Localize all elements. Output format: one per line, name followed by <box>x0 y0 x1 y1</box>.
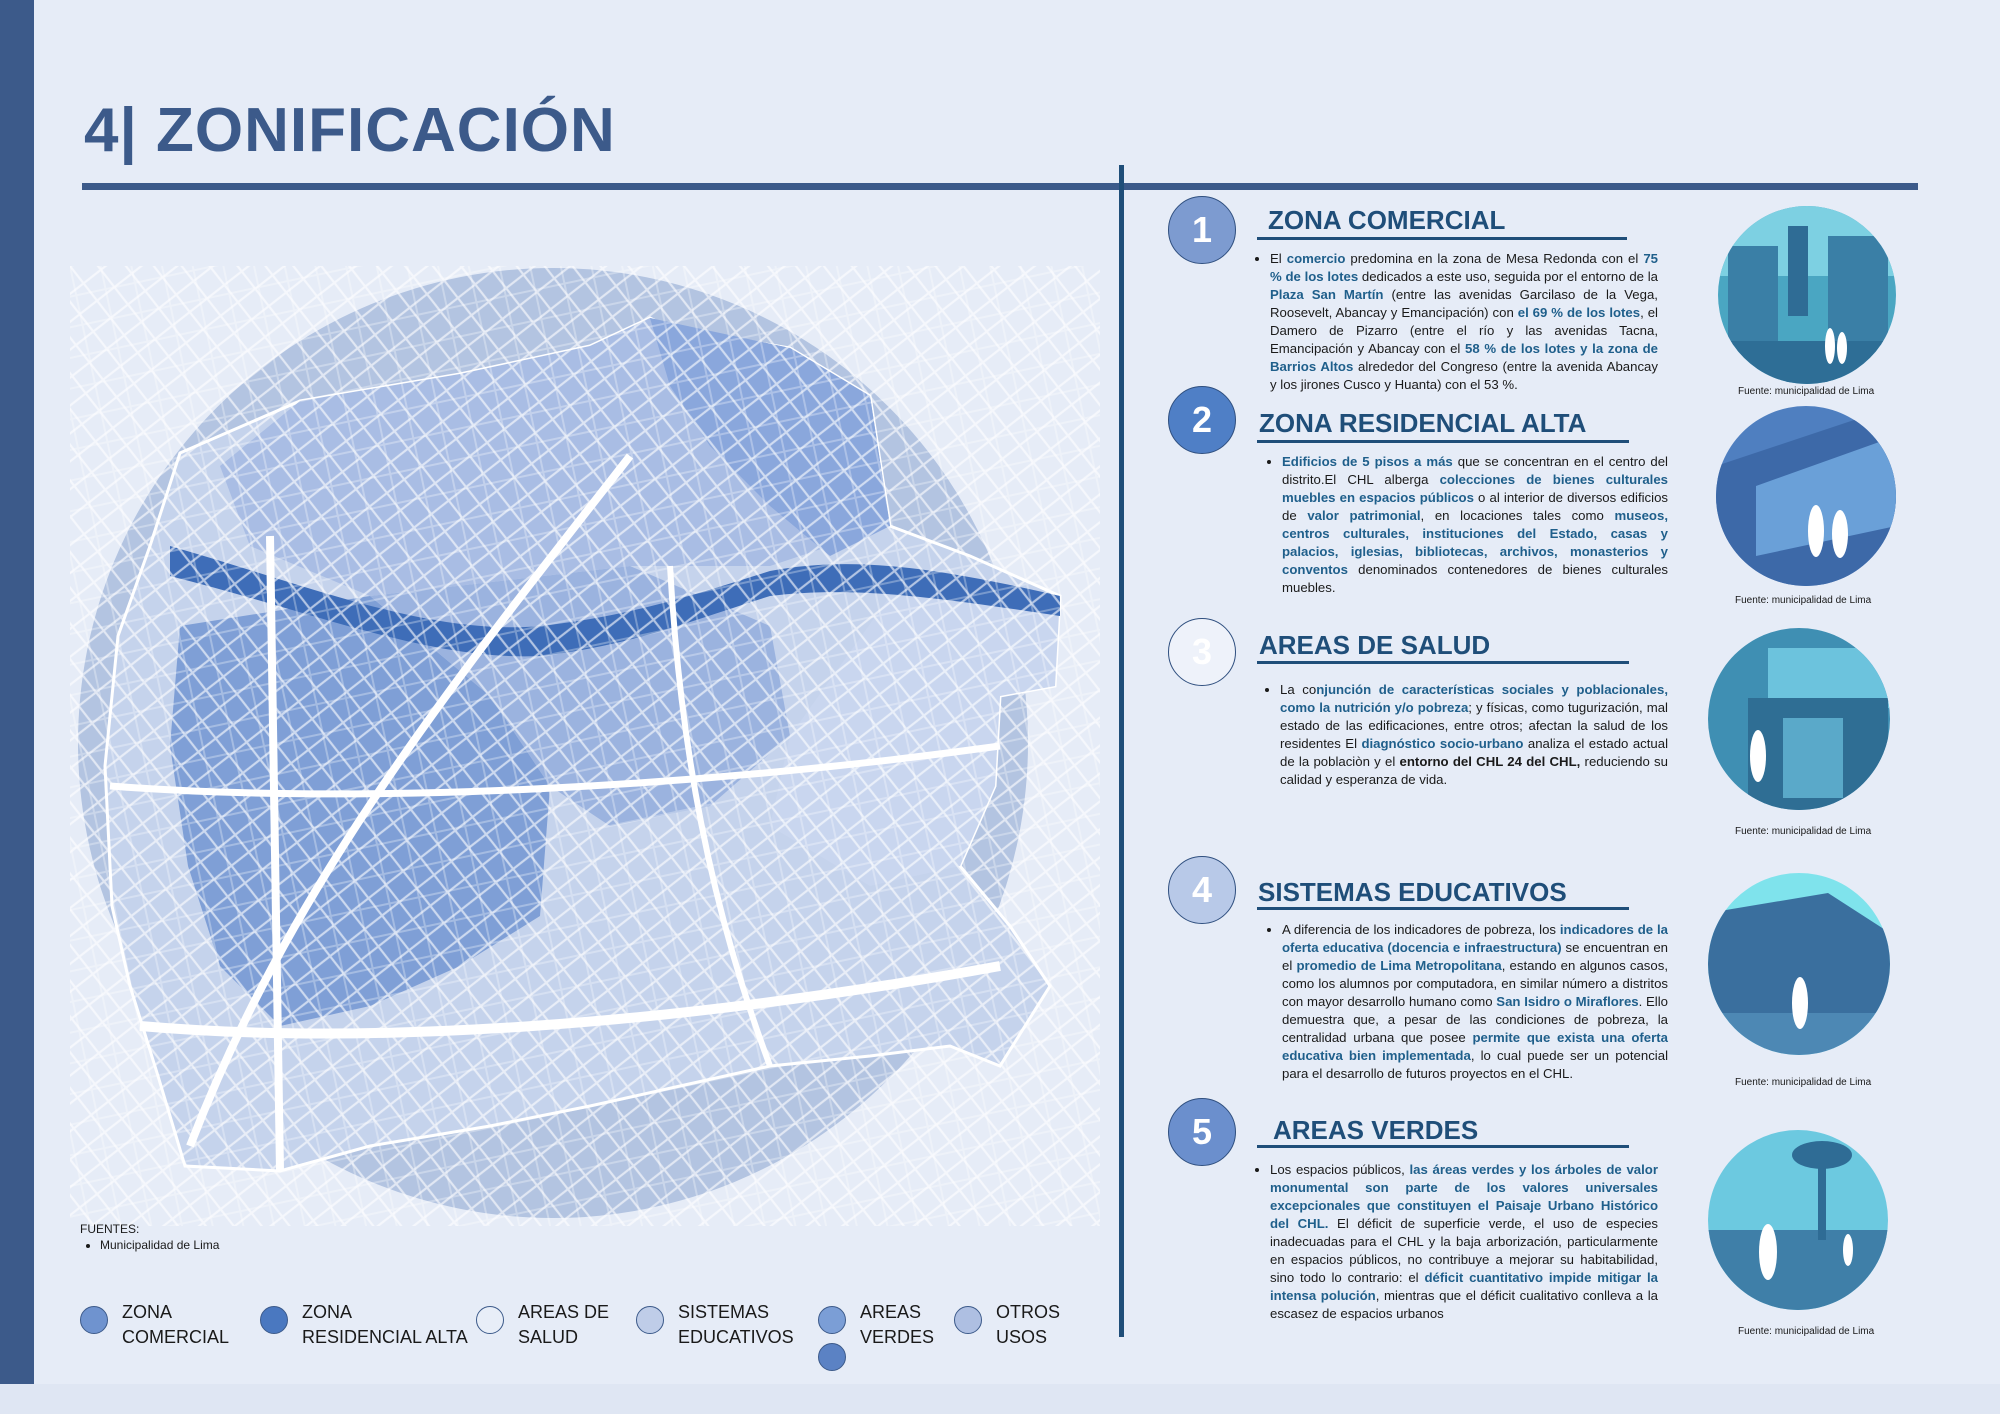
text-run: comercio <box>1286 251 1346 266</box>
section-body-list <box>1256 250 1658 394</box>
text-run: el 69 % de los lotes <box>1517 305 1641 320</box>
legend-item-other <box>954 1300 1060 1350</box>
section-title-health: AREAS DE SALUD <box>1259 630 1491 660</box>
text-run: diagnóstico socio-urbano <box>1361 736 1524 751</box>
legend-label: ZONA RESIDENCIAL ALTA <box>302 1302 468 1347</box>
text-run: analiza el estado actual de la poblaciòn y el <box>1280 736 1669 769</box>
legend-label: AREAS VERDES <box>860 1302 935 1347</box>
text-run: promedio de Lima Metropolitana <box>1296 958 1502 973</box>
text-run: , mientras que el déficit cualitativo conlleva a la escasez de espacios urbanos <box>1270 1288 1658 1321</box>
legend-swatch <box>476 1306 504 1334</box>
photo-caption: Fuente: municipalidad de Lima <box>1735 1077 1872 1088</box>
text-run: predomina en la zona de Mesa Redonda con el <box>1345 251 1644 266</box>
photo-education <box>1708 873 1890 1055</box>
section-body-list <box>1256 1161 1658 1323</box>
photo-health <box>1708 628 1890 810</box>
section-title-underline <box>1257 237 1627 240</box>
text-run: las áreas verdes y los árboles de valor monumental son parte de los valores universales excepcionales que constituyen el Paisaje Urbano Histórico del CHL. <box>1270 1162 1658 1231</box>
text-run: njunción de características sociales y poblacionales, como la nutrición y/o pobreza <box>1280 682 1668 715</box>
text-run: 75 % de los lotes <box>1270 251 1659 284</box>
photo-residential <box>1716 406 1896 586</box>
section-title-education: SISTEMAS EDUCATIVOS <box>1258 877 1567 907</box>
legend-swatch <box>260 1306 288 1334</box>
legend-item-residential <box>260 1300 468 1350</box>
section-body-list <box>1266 681 1668 789</box>
section-number-badge: 1 <box>1168 196 1236 264</box>
text-run: reduciendo su calidad y esperanza de vida. <box>1280 754 1668 787</box>
text-run: . Ello demuestra que, a pesar de las condiciones de pobreza, la centralidad urbana que posee <box>1282 994 1668 1045</box>
text-run: Plaza San Martín <box>1270 287 1384 302</box>
section-title-underline <box>1257 661 1629 664</box>
section-number-badge: 5 <box>1168 1098 1236 1166</box>
section-body-item <box>1282 453 1668 597</box>
text-run: colecciones de bienes culturales muebles en espacios públicos <box>1282 472 1668 505</box>
section-body-education <box>1268 921 1668 1083</box>
text-run: , estando en algunos casos, como los alumnos por computadora, en similar número a distritos con mayor desarrollo humano como <box>1282 958 1668 1009</box>
photo-caption: Fuente: municipalidad de Lima <box>1735 826 1872 837</box>
photo-commercial <box>1718 206 1896 384</box>
section-body-item <box>1270 250 1658 394</box>
legend-label: SISTEMAS EDUCATIVOS <box>678 1302 794 1347</box>
section-title-commercial: ZONA COMERCIAL <box>1268 205 1506 235</box>
text-run: permite que exista una oferta educativa bien implementada <box>1282 1030 1669 1063</box>
side-accent-bar <box>0 0 34 1384</box>
text-run: museos, centros culturales, instituciones del Estado, casas y palacios, iglesias, bibliotecas, archivos, monasterios y conventos <box>1282 508 1668 577</box>
text-run: , lo cual puede ser un potencial para el desarrollo de futuros proyectos en el CHL. <box>1282 1048 1668 1081</box>
section-body-item <box>1282 921 1668 1083</box>
page-title: 4| ZONIFICACIÓN <box>84 96 616 165</box>
text-run: 58 % de los lotes y la zona de Barrios Altos <box>1270 341 1658 374</box>
section-title-underline <box>1257 440 1629 443</box>
legend-item-commercial <box>80 1300 229 1350</box>
section-body-residential <box>1268 453 1668 597</box>
text-run: valor patrimonial <box>1307 508 1421 523</box>
text-run: que se concentran en el centro del distrito.El CHL alberga <box>1282 454 1668 487</box>
bottom-strip <box>0 1384 2000 1414</box>
text-run: , en locaciones tales como <box>1420 508 1615 523</box>
legend-swatch <box>80 1306 108 1334</box>
section-body-item <box>1270 1161 1658 1323</box>
text-run: Los espacios públicos, <box>1270 1162 1410 1177</box>
legend-label: OTROS USOS <box>996 1302 1061 1347</box>
section-number-badge: 2 <box>1168 386 1236 454</box>
text-run: A diferencia de los indicadores de pobreza, los <box>1282 922 1560 937</box>
text-run: El déficit de superficie verde, el uso de especies inadecuadas para el CHL y la baja arborización, particularmente en espacios públicos, no contribuye a mejorar su habitabilidad, sino todo lo contrario: el <box>1270 1216 1658 1285</box>
title-divider <box>82 183 1918 190</box>
text-run: La co <box>1280 682 1317 697</box>
photo-caption: Fuente: municipalidad de Lima <box>1735 595 1872 606</box>
text-run: dedicados a este uso, seguida por el entorno de la <box>1358 269 1658 284</box>
section-title-green: AREAS VERDES <box>1273 1115 1479 1145</box>
text-run: se encuentran en el <box>1282 940 1668 973</box>
map-street-grid-secondary <box>70 266 1100 1226</box>
text-run: ; y físicas, como tugurización, mal estado de las edificaciones, entre otros; afectan la salud de los residentes El <box>1280 700 1668 751</box>
legend-label: ZONA COMERCIAL <box>122 1302 230 1347</box>
text-run: o al interior de diversos edificios de <box>1282 490 1668 523</box>
column-divider <box>1119 165 1124 1337</box>
legend-swatch <box>818 1306 846 1334</box>
photo-green <box>1708 1130 1888 1310</box>
text-run: entorno del CHL 24 del CHL, <box>1399 754 1581 769</box>
section-body-list <box>1268 921 1668 1083</box>
zoning-map <box>70 266 1100 1226</box>
section-title-underline <box>1257 907 1629 910</box>
section-body-green <box>1256 1161 1658 1323</box>
sources-block <box>80 1222 219 1252</box>
text-run: indicadores de la oferta educativa (docencia e infraestructura) <box>1282 922 1668 955</box>
legend-swatch <box>954 1306 982 1334</box>
text-run: , el Damero de Pizarro (entre el río y las avenidas Tacna, Emancipación y Abancay con el <box>1270 305 1658 356</box>
legend-swatch-extra <box>818 1343 846 1371</box>
section-body-item <box>1280 681 1668 789</box>
sources-list <box>80 1238 219 1252</box>
text-run: Edificios de 5 pisos a más <box>1282 454 1453 469</box>
legend-item-education <box>636 1300 794 1350</box>
section-number-badge: 3 <box>1168 618 1236 686</box>
section-title-underline <box>1257 1145 1629 1148</box>
text-run: alrededor del Congreso (entre la avenida Abancay y los jirones Cusco y Huanta) con el 53 %. <box>1270 359 1658 392</box>
text-run: San Isidro o Miraflores <box>1496 994 1639 1009</box>
text-run: El <box>1270 251 1287 266</box>
section-number-badge: 4 <box>1168 856 1236 924</box>
legend-swatch <box>636 1306 664 1334</box>
section-title-residential: ZONA RESIDENCIAL ALTA <box>1259 408 1587 438</box>
text-run: déficit cuantitativo impide mitigar la intensa polución <box>1270 1270 1658 1303</box>
text-run: denominados contenedores de bienes culturales muebles. <box>1282 562 1668 595</box>
section-body-list <box>1268 453 1668 597</box>
photo-caption: Fuente: municipalidad de Lima <box>1738 386 1875 397</box>
text-run: (entre las avenidas Garcilaso de la Vega, Roosevelt, Abancay y Emancipación) con <box>1270 287 1658 320</box>
source-item: • Municipalidad de Lima <box>100 1238 219 1252</box>
photo-caption: Fuente: municipalidad de Lima <box>1738 1326 1875 1337</box>
legend-label: AREAS DE SALUD <box>518 1302 610 1347</box>
sources-heading: FUENTES: <box>80 1222 140 1236</box>
section-body-health <box>1266 681 1668 789</box>
section-body-commercial <box>1256 250 1658 394</box>
legend-item-health <box>476 1300 609 1350</box>
